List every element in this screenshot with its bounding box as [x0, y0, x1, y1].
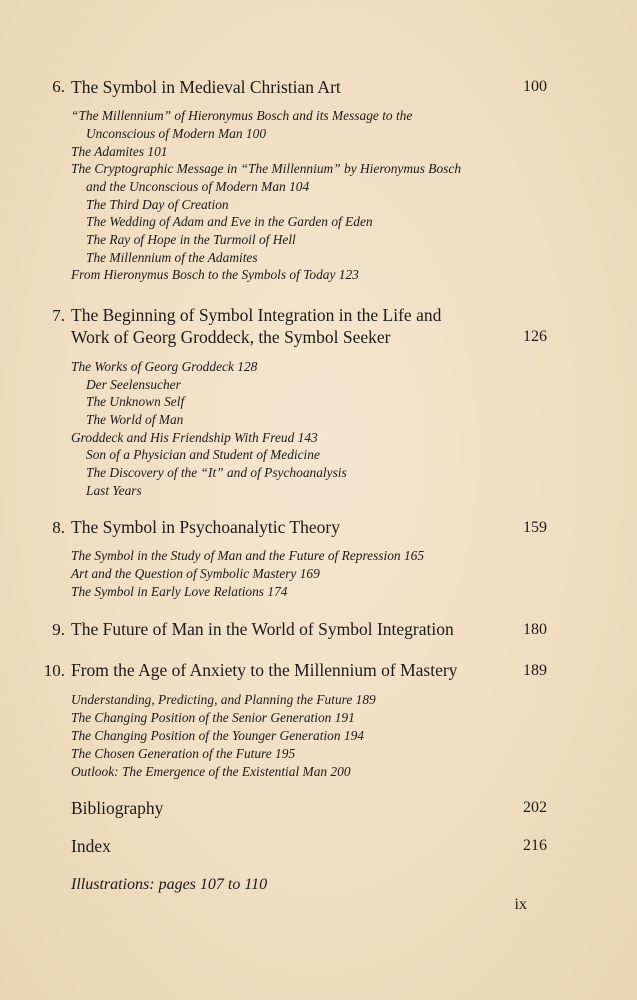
chapter-title: The Future of Man in the World of Symbol Integration	[71, 619, 454, 639]
toc-entry: The Cryptographic Message in “The Millennium” by Hieronymus Bosch	[71, 161, 462, 176]
toc-entry: The Chosen Generation of the Future 195	[71, 746, 296, 761]
toc-entry: and the Unconscious of Modern Man 104	[86, 179, 310, 194]
toc-entry: The Changing Position of the Younger Generation 194	[71, 728, 364, 743]
toc-entry: The Adamites 101	[71, 144, 168, 159]
bibliography-page: 202	[523, 799, 547, 816]
toc-entry: The Symbol in Early Love Relations 174	[71, 584, 288, 599]
page-folio: ix	[514, 896, 527, 913]
chapter-number: 7.	[52, 306, 65, 325]
toc-entry: Art and the Question of Symbolic Mastery 169	[71, 566, 320, 581]
toc-entry: Son of a Physician and Student of Medicine	[86, 447, 320, 462]
toc-entry: The Unknown Self	[86, 394, 185, 409]
toc-entry: The World of Man	[86, 412, 184, 427]
toc-entry: The Ray of Hope in the Turmoil of Hell	[86, 232, 296, 247]
chapter-page: 100	[523, 78, 547, 95]
toc-entry: “The Millennium” of Hieronymus Bosch and its Message to the	[71, 108, 413, 123]
toc-entry: The Millennium of the Adamites	[86, 250, 258, 265]
illustrations-note: Illustrations: pages 107 to 110	[71, 876, 268, 893]
chapter-number: 9.	[52, 620, 65, 639]
chapter-page: 126	[523, 328, 547, 345]
chapter-page: 180	[523, 621, 547, 638]
chapter-title-line-2: Work of Georg Groddeck, the Symbol Seeker	[71, 327, 391, 347]
toc-entry: Der Seelensucher	[86, 377, 181, 392]
chapter-title: The Symbol in Medieval Christian Art	[71, 77, 341, 97]
toc-entry: Unconscious of Modern Man 100	[86, 126, 267, 141]
toc-entry: Understanding, Predicting, and Planning the Future 189	[71, 692, 376, 707]
toc-entry: The Wedding of Adam and Eve in the Garden of Eden	[86, 214, 373, 229]
chapter-title-line-1: The Beginning of Symbol Integration in the Life and	[71, 305, 442, 325]
toc-entry: Groddeck and His Friendship With Freud 143	[71, 430, 318, 445]
chapter-number: 10.	[43, 661, 65, 680]
chapter-number: 6.	[52, 77, 65, 96]
index-title: Index	[71, 836, 111, 856]
chapter-title: The Symbol in Psychoanalytic Theory	[71, 517, 340, 537]
chapter-page: 189	[523, 662, 547, 679]
chapter-number: 8.	[52, 518, 65, 537]
toc-entry: From Hieronymus Bosch to the Symbols of Today 123	[71, 267, 359, 282]
chapter-page: 159	[523, 519, 547, 536]
index-page: 216	[523, 837, 547, 854]
toc-entry: The Discovery of the “It” and of Psychoanalysis	[86, 465, 347, 480]
toc-entry: Outlook: The Emergence of the Existential Man 200	[71, 764, 351, 779]
toc-entry: Last Years	[86, 483, 142, 498]
chapter-title: From the Age of Anxiety to the Millennium of Mastery	[71, 660, 458, 680]
toc-entry: The Third Day of Creation	[86, 197, 229, 212]
toc-entry: The Works of Georg Groddeck 128	[71, 359, 258, 374]
toc-entry: The Symbol in the Study of Man and the Future of Repression 165	[71, 548, 425, 563]
toc-entry: The Changing Position of the Senior Generation 191	[71, 710, 355, 725]
bibliography-title: Bibliography	[71, 798, 164, 818]
